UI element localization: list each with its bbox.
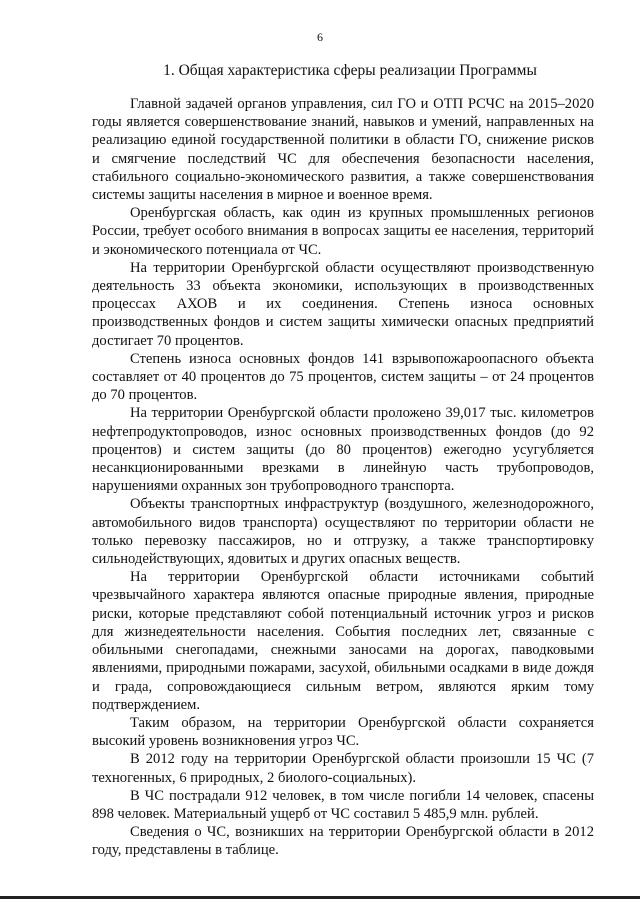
paragraph: На территории Оренбургской области осуществляют производственную деятельность 33 объекта экономики, использующих в производственных процессах АХОВ и их соединения. Степень износа основных производственных фондов и систем защиты химически опасных предприятий достигает 70 процентов. xyxy=(92,259,594,349)
paragraph: На территории Оренбургской области источниками событий чрезвычайного характера являются опасные природные явления, природные риски, которые представляют собой потенциальный источник угроз и рисков для жизнедеятельности населения. События последних лет, связанные с обильными снегопадами, снежными заносами на дорогах, паводковыми явлениями, природными пожарами, засухой, обильными осадками в виде дождя и града, сопровождающиеся сильным ветром, являются ярким тому подтверждением. xyxy=(92,569,594,713)
body-text xyxy=(92,95,594,860)
paragraph: На территории Оренбургской области проложено 39,017 тыс. километров нефтепродуктопроводов, износ основных производственных фондов (до 92 процентов) и систем защиты (до 80 процентов) ежегодно усугубляется несанкционированными врезками в линейную часть трубопроводов, нарушениями охранных зон трубопроводного транспорта. xyxy=(92,405,594,495)
paragraph: Степень износа основных фондов 141 взрывопожароопасного объекта составляет от 40 процентов до 75 процентов, систем защиты – от 24 процентов до 70 процентов. xyxy=(92,350,594,404)
page-number: 6 xyxy=(317,30,323,44)
page-bottom-border xyxy=(0,896,640,899)
paragraph: Таким образом, на территории Оренбургской области сохраняется высокий уровень возникновения угроз ЧС. xyxy=(92,714,594,750)
paragraph: Объекты транспортных инфраструктур (воздушного, железнодорожного, автомобильного видов транспорта) осуществляют по территории области не только перевозку пассажиров, но и отгрузку, а также транспортировку сильнодействующих, ядовитых и других опасных веществ. xyxy=(92,496,594,568)
paragraph: В ЧС пострадали 912 человек, в том числе погибли 14 человек, спасены 898 человек. Материальный ущерб от ЧС составил 5 485,9 млн. рублей. xyxy=(92,787,594,822)
paragraph: В 2012 году на территории Оренбургской области произошли 15 ЧС (7 техногенных, 6 природных, 2 биолого-социальных). xyxy=(92,751,594,786)
paragraph: Главной задачей органов управления, сил ГО и ОТП РСЧС на 2015–2020 годы является совершенствование знаний, навыков и умений, направленных на реализацию единой государственной политики в области ГО, снижение рисков и смягчение последствий ЧС для обеспечения безопасности населения, стабильного социально-экономического развития, а также совершенствования системы защиты населения в мирное и военное время. xyxy=(92,96,594,204)
paragraph: Сведения о ЧС, возникших на территории Оренбургской области в 2012 году, представлены в таблице. xyxy=(92,824,594,859)
paragraph: Оренбургская область, как один из крупных промышленных регионов России, требует особого внимания в вопросах защиты ее населения, территорий и экономического потенциала от ЧС. xyxy=(92,205,594,258)
section-heading: 1. Общая характеристика сферы реализации Программы xyxy=(163,62,537,79)
